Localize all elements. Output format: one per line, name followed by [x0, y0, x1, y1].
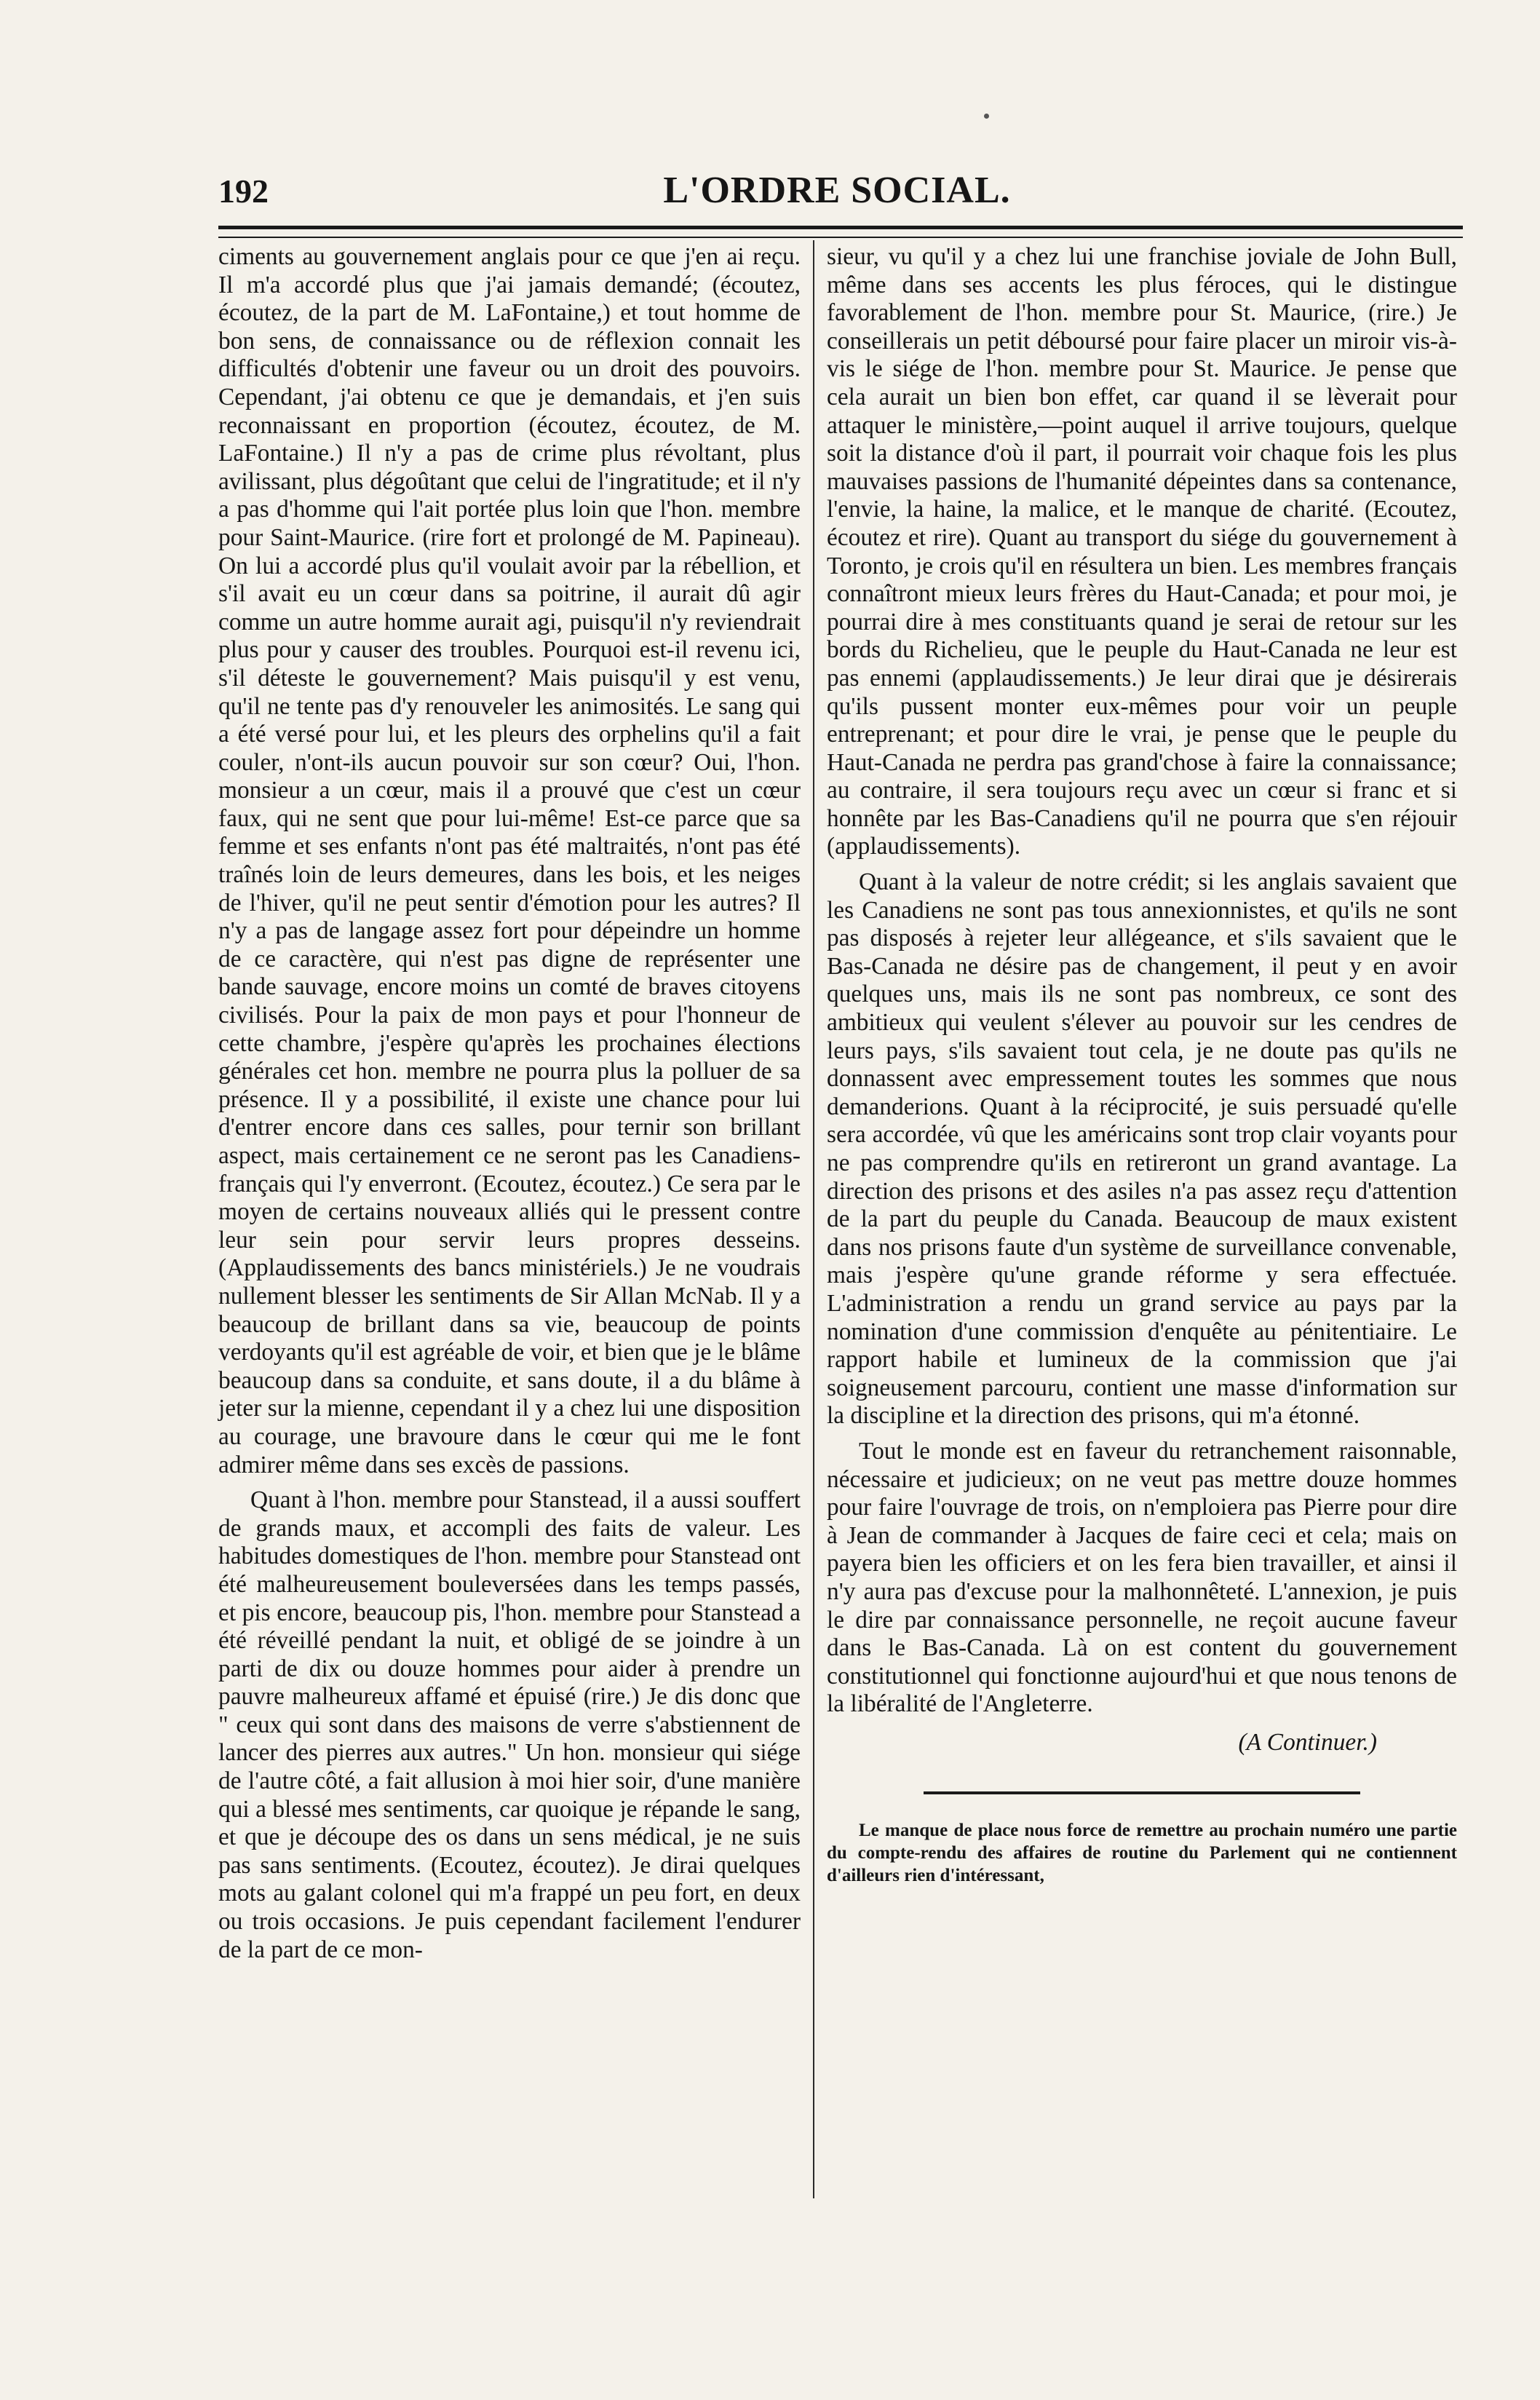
- left-paragraph-1: ciments au gouvernement anglais pour ce que j'en ai reçu. Il m'a accordé plus que j'ai jamais demandé; (écoutez, écoutez, de la part de M. LaFontaine,) et tout homme de bon sens, de connaissance ou de réflexion connait les difficultés d'obtenir une faveur ou un droit des pouvoirs. Cependant, j'ai obtenu ce que je demandais, et j'en suis reconnaissant en proportion (écoutez, écoutez, de M. LaFontaine.) Il n'y a pas de crime plus révoltant, plus avilissant, plus dégoûtant que celui de l'ingratitude; et il n'y a pas d'homme qui l'ait portée plus loin que l'hon. membre pour Saint-Maurice. (rire fort et prolongé de M. Papineau). On lui a accordé plus qu'il voulait avoir par la rébellion, et s'il avait eu un cœur dans sa poitrine, il aurait dû agir comme un autre homme aurait agi, puisqu'il n'y reviendrait plus pour y causer des troubles. Pourquoi est-il revenu ici, s'il déteste le gouvernement? Mais puisqu'il y est venu, qu'il ne tente pas d'y renouveler les animosités. Le sang qui a été versé pour lui, et les pleurs des orphelins qu'il a fait couler, n'ont-ils aucun pouvoir sur son cœur? Oui, l'hon. monsieur a un cœur, mais il a prouvé que c'est un cœur faux, qui ne sent que pour lui-même! Est-ce parce que sa femme et ses enfants n'ont pas été maltraités, n'ont pas été traînés loin de leurs demeures, dans les bois, et les neiges de l'hiver, qu'il ne peut sentir d'émotion pour les autres? Il n'y a pas de langage assez fort pour dépeindre un homme de ce caractère, qui n'est pas digne de représenter une bande sauvage, encore moins un comté de braves citoyens civilisés. Pour la paix de mon pays et pour l'honneur de cette chambre, j'espère qu'après les prochaines élections générales cet hon. membre ne pourra plus la polluer de sa présence. Il y a possibilité, il existe une chance pour lui d'entrer encore dans ces salles, pour ternir son brillant aspect, mais certainement ce ne seront pas les Canadiens-français qui l'y enverront. (Ecoutez, écoutez.) Ce sera par le moyen de certains nouveaux alliés qui le pressent contre leur sein pour servir leurs propres desseins. (Applaudissements des bancs ministériels.) Je ne voudrais nullement blesser les sentiments de Sir Allan McNab. Il y a beaucoup de brillant dans sa vie, beaucoup de points verdoyants qu'il est agréable de voir, et bien que je le blâme beaucoup dans sa conduite, et sans doute, il a du blâme à jeter sur la mienne, cependant il y a chez lui une disposition au courage, une bravoure dans le cœur qui me le font admirer même dans ses excès de passions.: [218, 243, 801, 1478]
- page-header: [218, 172, 1456, 223]
- column-divider: [813, 240, 814, 2198]
- footnote-rule: [924, 1791, 1360, 1794]
- to-be-continued: (A Continuer.): [1238, 1728, 1377, 1756]
- editor-footnote: Le manque de place nous force de remettre au prochain numéro une partie du compte-rendu des affaires de routine du Parlement qui ne contiennent d'ailleurs rien d'intéressant,: [827, 1821, 1457, 1886]
- right-paragraph-3: Tout le monde est en faveur du retranchement raisonnable, nécessaire et judicieux; on ne veut pas mettre douze hommes pour faire l'ouvrage de trois, on n'emploiera pas Pierre pour dire à Jean de commander à Jacques de faire ceci et cela; mais on payera bien les officiers et on les fera bien travailler, et ainsi il n'y aura pas d'excuse pour la malhonnêteté. L'annexion, je puis le dire par connaissance personnelle, ne reçoit aucune faveur dans le Bas-Canada. Là on est content du gouvernement constitutionnel qui fonctionne aujourd'hui et que nous tenons de la libéralité de l'Angleterre.: [827, 1437, 1457, 1718]
- header-rule: [218, 226, 1463, 238]
- left-column: [218, 243, 801, 2238]
- right-paragraph-1: sieur, vu qu'il y a chez lui une franchise joviale de John Bull, même dans ses accents les plus féroces, qui le distingue favorablement de l'hon. membre pour St. Maurice, (rire.) Je conseillerais un petit déboursé pour faire placer un miroir vis-à-vis le siége de l'hon. membre pour St. Maurice. Je pense que cela aurait un bien bon effet, car quand il se lèverait pour attaquer le ministère,—point auquel il arrive toujours, quelque soit la distance d'où il part, il pourrait voir chaque fois les plus mauvaises passions de l'humanité dépeintes dans sa contenance, l'envie, la haine, la malice, et le manque de charité. (Ecoutez, écoutez et rire). Quant au transport du siége du gouvernement à Toronto, je crois qu'il en résultera un bien. Les membres français connaîtront mieux leurs frères du Haut-Canada; et pour moi, je pourrai dire à mes constituants quand je serai de retour sur les bords du Richelieu, que le peuple du Haut-Canada ne leur est pas ennemi (applaudissements.) Je leur dirai que je désirerais qu'ils pussent monter eux-mêmes pour voir un peuple entreprenant; et pour dire le vrai, je pense que le peuple du Haut-Canada ne perdra pas grand'chose à faire la connaissance; au contraire, il sera toujours reçu avec un cœur si franc et si honnête par les Bas-Canadiens qu'il ne pourra que s'en réjouir (applaudissements).: [827, 243, 1457, 860]
- right-paragraph-2: Quant à la valeur de notre crédit; si les anglais savaient que les Canadiens ne sont pas tous annexionnistes, et qu'ils ne sont pas disposés à rejeter leur allégeance, et s'ils savaient que le Bas-Canada ne désire pas de changement, il peut y en avoir quelques uns, mais ils ne sont pas nombreux, ce sont des ambitieux qui veulent s'élever au pouvoir sur les cendres de leurs pays, s'ils savaient tout cela, je ne doute pas qu'ils ne donnassent avec empressement toutes les sommes que nous demanderions. Quant à la réciprocité, je suis persuadé qu'elle sera accordée, vû que les américains sont trop clair voyants pour ne pas comprendre qu'ils en retireront un grand avantage. La direction des prisons et des asiles n'a pas assez reçu d'attention de la part du peuple du Canada. Beaucoup de maux existent dans nos prisons faute d'un système de surveillance convenable, mais j'espère qu'une grande réforme y sera effectuée. L'administration a rendu un grand service au pays par la nomination d'une commission d'enquête au pénitentiaire. Le rapport habile et lumineux de la commission que j'ai soigneusement parcouru, contient une masse d'information sur la discipline et la direction des prisons, qui m'a étonné.: [827, 868, 1457, 1430]
- right-column: [827, 243, 1457, 2238]
- ink-speck: [984, 114, 989, 119]
- page-number: 192: [218, 173, 269, 210]
- left-paragraph-2: Quant à l'hon. membre pour Stanstead, il a aussi souffert de grands maux, et accompli des faits de valeur. Les habitudes domestiques de l'hon. membre pour Stanstead ont été malheureusement bouleversées dans les temps passés, et pis encore, beaucoup pis, l'hon. membre pour Stanstead a été réveillé pendant la nuit, et obligé de se joindre à un parti de dix ou douze hommes pour aider à prendre un pauvre malheureux affamé et épuisé (rire.) Je dis donc que " ceux qui sont dans des maisons de verre s'abstiennent de lancer des pierres aux autres." Un hon. monsieur qui siége de l'autre côté, a fait allusion à moi hier soir, d'une manière qui a blessé mes sentiments, car quoique je répande le sang, et que je découpe des os dans un sens médical, je ne suis pas sans sentiments. (Ecoutez, écoutez). Je dirai quelques mots au galant colonel qui m'a frappé un peu fort, en deux ou trois occasions. Je puis cependant facilement l'endurer de la part de ce mon-: [218, 1486, 801, 1963]
- running-title: L'ORDRE SOCIAL.: [663, 170, 1011, 211]
